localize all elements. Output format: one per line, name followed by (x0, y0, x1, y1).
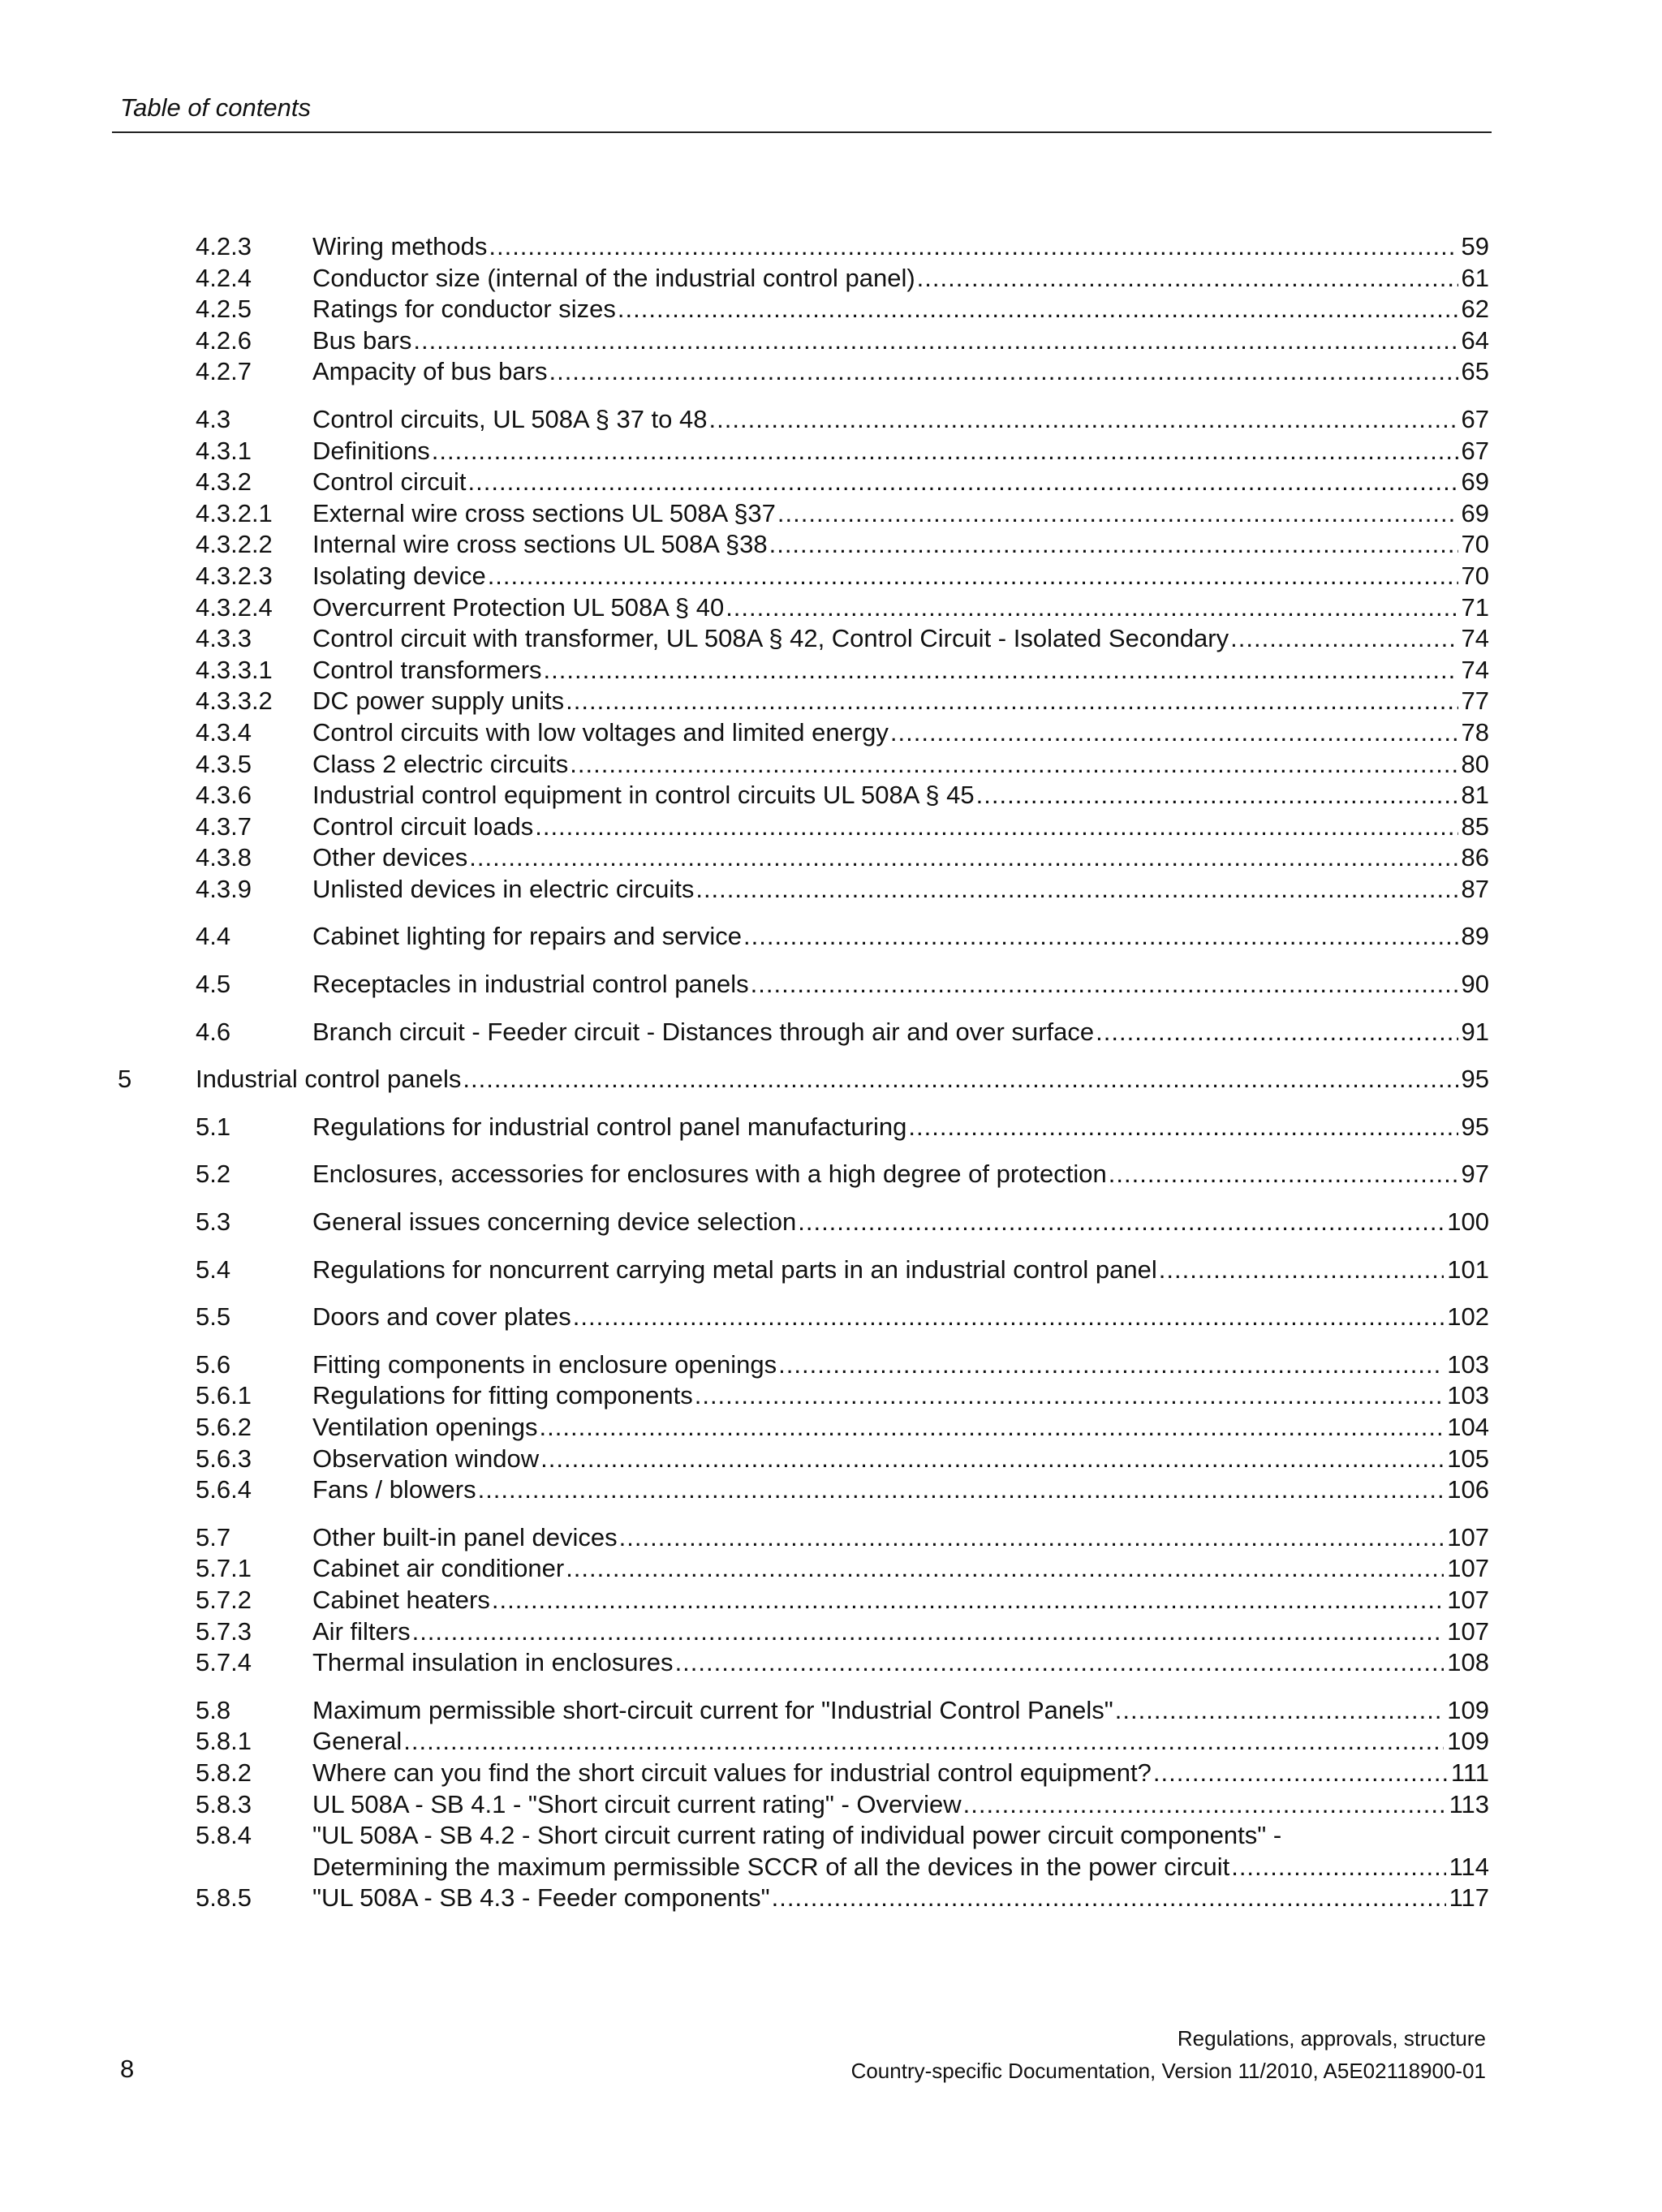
toc-entry[interactable] (118, 1758, 1489, 1789)
toc-entry-page: 67 (1461, 436, 1489, 465)
toc-entry-title: Receptacles in industrial control panels (312, 970, 749, 999)
table-of-contents (118, 231, 1489, 1914)
toc-entry[interactable] (118, 1412, 1489, 1444)
toc-entry-title: Control circuits with low voltages and limited energy (312, 717, 889, 747)
toc-entry-number: 5.7.4 (196, 1648, 252, 1677)
toc-entry-title: Control transformers (312, 655, 542, 684)
toc-entry[interactable] (118, 498, 1489, 530)
toc-entry-title: Control circuits, UL 508A § 37 to 48 (312, 404, 708, 433)
toc-entry-page: 59 (1461, 232, 1489, 260)
toc-entry[interactable] (118, 1616, 1489, 1648)
toc-entry-title: Ratings for conductor sizes (312, 295, 616, 324)
toc-entry-number: 5.7.2 (196, 1585, 252, 1614)
toc-entry-title: Thermal insulation in enclosures (312, 1648, 674, 1677)
toc-entry[interactable] (118, 1017, 1489, 1048)
toc-entry-page: 71 (1461, 592, 1489, 622)
toc-entry-title: Air filters (312, 1616, 411, 1646)
toc-entry-page: 81 (1461, 781, 1489, 810)
toc-entry-page: 114 (1449, 1852, 1489, 1881)
toc-entry-title: Regulations for fitting components (312, 1381, 693, 1410)
toc-entry-title: Cabinet lighting for repairs and service (312, 922, 742, 951)
toc-entry-title: Conductor size (internal of the industrial control panel) (312, 263, 915, 292)
toc-entry[interactable] (118, 1553, 1489, 1585)
toc-entry-title: Regulations for industrial control panel manufacturing (312, 1112, 907, 1141)
toc-entry-title: Industrial control equipment in control circuits UL 508A § 45 (312, 781, 975, 810)
toc-entry-page: 109 (1447, 1727, 1489, 1756)
toc-entry-number: 4.3.2.2 (196, 530, 273, 559)
toc-entry-page: 69 (1461, 498, 1489, 527)
toc-entry-title: Observation window (312, 1444, 540, 1473)
toc-entry-number: 4.2.5 (196, 295, 252, 324)
toc-entry-title: Cabinet air conditioner (312, 1554, 565, 1583)
toc-entry[interactable] (118, 1112, 1489, 1143)
toc-entry-page: 87 (1461, 874, 1489, 903)
toc-entry[interactable] (118, 874, 1489, 906)
toc-entry-title: Fitting components in enclosure openings (312, 1349, 777, 1379)
toc-entry[interactable] (118, 436, 1489, 467)
toc-entry-page: 103 (1447, 1381, 1489, 1410)
toc-entry-page: 104 (1447, 1413, 1489, 1441)
toc-entry-page: 65 (1461, 357, 1489, 386)
toc-entry-number: 5.7 (196, 1522, 231, 1551)
toc-entry[interactable] (118, 1159, 1489, 1190)
toc-entry-page: 67 (1461, 404, 1489, 433)
toc-entry-number: 4.3.2.4 (196, 592, 273, 622)
toc-entry[interactable] (118, 1207, 1489, 1238)
toc-entry-page: 77 (1461, 686, 1489, 716)
toc-entry-page: 105 (1447, 1444, 1489, 1473)
toc-entry-page: 90 (1461, 970, 1489, 999)
toc-entry-page: 95 (1461, 1112, 1489, 1141)
toc-entry-number: 4.3.3.2 (196, 686, 273, 716)
toc-entry[interactable] (118, 1349, 1489, 1381)
toc-entry-title: Branch circuit - Feeder circuit - Distances through air and over surface (312, 1017, 1095, 1046)
toc-entry-page: 74 (1461, 655, 1489, 684)
toc-entry-title: Ventilation openings (312, 1413, 538, 1441)
toc-entry-number: 4.6 (196, 1017, 231, 1046)
toc-entry-number: 5.6.3 (196, 1444, 252, 1473)
toc-entry-number: 4.3.8 (196, 843, 252, 872)
toc-entry-number: 4.3.4 (196, 717, 252, 747)
toc-entry-page: 80 (1461, 749, 1489, 778)
toc-entry-title: Industrial control panels (196, 1065, 462, 1094)
toc-entry-page: 117 (1449, 1883, 1489, 1913)
page-header-title: Table of contents (120, 93, 311, 122)
toc-entry[interactable] (118, 1726, 1489, 1758)
toc-entry[interactable] (118, 921, 1489, 953)
toc-entry-title: DC power supply units (312, 686, 565, 716)
toc-entry-number: 5.8 (196, 1695, 231, 1724)
toc-entry-title: UL 508A - SB 4.1 - "Short circuit current rating" - Overview (312, 1789, 962, 1818)
toc-entry-page: 89 (1461, 922, 1489, 951)
toc-entry-page: 70 (1461, 530, 1489, 559)
toc-entry-number: 5.8.4 (196, 1821, 252, 1850)
footer-document-title: Regulations, approvals, structure (1177, 2026, 1486, 2051)
toc-entry-number: 4.3.1 (196, 436, 252, 465)
toc-entry-number: 5.6.1 (196, 1381, 252, 1410)
toc-entry-number: 5.6 (196, 1349, 231, 1379)
toc-entry-number: 4.3.3.1 (196, 655, 273, 684)
toc-entry[interactable] (118, 717, 1489, 749)
toc-entry[interactable] (118, 969, 1489, 1001)
toc-entry[interactable] (118, 1444, 1489, 1475)
toc-entry-number: 5.7.3 (196, 1616, 252, 1646)
toc-entry-page: 97 (1461, 1160, 1489, 1189)
toc-entry-page: 109 (1447, 1695, 1489, 1724)
toc-entry-number: 5.8.1 (196, 1727, 252, 1756)
toc-entry[interactable] (118, 467, 1489, 498)
toc-entry-page: 95 (1461, 1065, 1489, 1094)
toc-entry[interactable] (118, 623, 1489, 655)
toc-entry-title: External wire cross sections UL 508A §37 (312, 498, 776, 527)
toc-entry-title: Fans / blowers (312, 1475, 476, 1504)
toc-entry-title: Bus bars (312, 325, 412, 355)
toc-entry-title: Control circuit loads (312, 811, 534, 841)
toc-entry-page: 100 (1447, 1207, 1489, 1237)
toc-entry[interactable] (118, 1789, 1489, 1821)
toc-entry[interactable] (118, 811, 1489, 843)
toc-entry-title: Wiring methods (312, 232, 488, 260)
toc-entry-number: 4.3.7 (196, 811, 252, 841)
toc-entry-number: 4.4 (196, 922, 231, 951)
toc-entry[interactable] (118, 842, 1489, 874)
toc-entry[interactable] (118, 1695, 1489, 1727)
toc-entry-page: 111 (1450, 1758, 1489, 1787)
toc-entry[interactable] (118, 294, 1489, 325)
toc-entry-page: 107 (1447, 1585, 1489, 1614)
toc-entry[interactable] (118, 655, 1489, 686)
toc-entry-page: 86 (1461, 843, 1489, 872)
toc-entry-number: 4.3.6 (196, 781, 252, 810)
toc-entry[interactable] (118, 356, 1489, 388)
toc-entry-page: 103 (1447, 1349, 1489, 1379)
toc-entry-title: General (312, 1727, 403, 1756)
toc-entry-number: 4.3 (196, 404, 231, 433)
toc-entry[interactable] (118, 1380, 1489, 1412)
toc-entry[interactable] (118, 263, 1489, 295)
toc-entry-title: Unlisted devices in electric circuits (312, 874, 695, 903)
toc-entry-number: 5.8.3 (196, 1789, 252, 1818)
toc-entry-page: 62 (1461, 295, 1489, 324)
toc-entry-title: Enclosures, accessories for enclosures with a high degree of protection (312, 1160, 1107, 1189)
toc-entry-title: Definitions (312, 436, 430, 465)
toc-entry-page: 113 (1449, 1789, 1489, 1818)
footer-document-info: Country-specific Documentation, Version 11/2010, A5E02118900-01 (850, 2059, 1486, 2083)
toc-entry[interactable] (118, 749, 1489, 781)
toc-entry-number: 4.2.3 (196, 232, 252, 260)
header-divider (112, 131, 1492, 133)
toc-entry[interactable] (118, 1474, 1489, 1506)
toc-entry-page: 108 (1447, 1648, 1489, 1677)
toc-entry-title: Maximum permissible short-circuit current for "Industrial Control Panels" (312, 1695, 1113, 1724)
toc-entry-page: 107 (1447, 1616, 1489, 1646)
toc-entry[interactable] (118, 1522, 1489, 1554)
toc-entry-number: 4.2.4 (196, 263, 252, 292)
page-number: 8 (120, 2055, 135, 2083)
toc-entry[interactable] (118, 561, 1489, 592)
toc-entry-page: 69 (1461, 467, 1489, 497)
toc-entry[interactable] (118, 686, 1489, 717)
toc-entry-page: 106 (1447, 1475, 1489, 1504)
toc-entry-page: 70 (1461, 561, 1489, 590)
toc-entry[interactable] (118, 1585, 1489, 1616)
toc-entry[interactable] (118, 1254, 1489, 1286)
toc-entry[interactable] (118, 592, 1489, 624)
toc-chapter-entry[interactable] (118, 1064, 1489, 1095)
toc-entry-title: Doors and cover plates (312, 1302, 571, 1332)
toc-entry-number: 4.5 (196, 970, 231, 999)
toc-entry-number: 4.3.9 (196, 874, 252, 903)
toc-entry-number: 4.2.7 (196, 357, 252, 386)
toc-entry-title: Overcurrent Protection UL 508A § 40 (312, 592, 725, 622)
toc-entry-page: 107 (1447, 1554, 1489, 1583)
toc-entry-page: 107 (1447, 1522, 1489, 1551)
toc-entry-number: 5.8.5 (196, 1883, 252, 1913)
toc-entry-page: 85 (1461, 811, 1489, 841)
toc-entry-title: Regulations for noncurrent carrying metal parts in an industrial control panel (312, 1254, 1157, 1284)
toc-entry-title: Control circuit (312, 467, 467, 497)
toc-entry-number: 5.4 (196, 1254, 231, 1284)
toc-entry[interactable] (118, 780, 1489, 811)
toc-entry-number: 4.3.2.1 (196, 498, 273, 527)
toc-entry[interactable] (118, 529, 1489, 561)
toc-entry-title: Control circuit with transformer, UL 508A § 42, Control Circuit - Isolated Secondary (312, 624, 1229, 653)
toc-entry-number: 4.3.2 (196, 467, 252, 497)
toc-entry-title: Class 2 electric circuits (312, 749, 569, 778)
toc-entry-page: 91 (1461, 1017, 1489, 1046)
toc-entry-title: Ampacity of bus bars (312, 357, 548, 386)
toc-entry-page: 78 (1461, 717, 1489, 747)
toc-entry-title: "UL 508A - SB 4.2 - Short circuit current rating of individual power circuit components" - (312, 1821, 1282, 1850)
toc-entry-title: Other built-in panel devices (312, 1522, 618, 1551)
toc-entry-number: 4.2.6 (196, 325, 252, 355)
toc-entry-number: 5.7.1 (196, 1554, 252, 1583)
toc-entry-title: "UL 508A - SB 4.3 - Feeder components" (312, 1883, 770, 1913)
toc-entry[interactable] (118, 231, 1489, 263)
toc-entry-title: Internal wire cross sections UL 508A §38 (312, 530, 768, 559)
toc-entry-page: 64 (1461, 325, 1489, 355)
toc-entry-number: 5.2 (196, 1160, 231, 1189)
toc-entry-number: 4.3.2.3 (196, 561, 273, 590)
toc-entry[interactable] (118, 1883, 1489, 1914)
toc-entry[interactable] (118, 404, 1489, 436)
toc-entry[interactable] (118, 1302, 1489, 1333)
toc-entry-number: 5.3 (196, 1207, 231, 1237)
toc-entry-number: 5.5 (196, 1302, 231, 1332)
toc-entry-number: 5.1 (196, 1112, 231, 1141)
toc-entry[interactable] (118, 1647, 1489, 1679)
toc-entry-number: 5.6.2 (196, 1413, 252, 1441)
toc-entry-number: 5 (118, 1065, 132, 1094)
toc-entry-title: Isolating device (312, 561, 486, 590)
toc-entry-page: 101 (1447, 1254, 1489, 1284)
toc-entry-page: 61 (1461, 263, 1489, 292)
toc-entry-title: General issues concerning device selection (312, 1207, 797, 1237)
toc-entry-page: 102 (1447, 1302, 1489, 1332)
toc-entry-number: 4.3.3 (196, 624, 252, 653)
toc-entry-number: 4.3.5 (196, 749, 252, 778)
toc-entry[interactable] (118, 325, 1489, 357)
toc-entry-number: 5.8.2 (196, 1758, 252, 1787)
toc-entry-title-continued: Determining the maximum permissible SCCR of all the devices in the power circuit (312, 1852, 1230, 1881)
toc-entry-title: Cabinet heaters (312, 1585, 490, 1614)
toc-entry-title: Other devices (312, 843, 468, 872)
toc-entry-page: 74 (1461, 624, 1489, 653)
toc-entry[interactable] (118, 1820, 1489, 1883)
toc-entry-number: 5.6.4 (196, 1475, 252, 1504)
toc-entry-title: Where can you find the short circuit values for industrial control equipment? (312, 1758, 1152, 1787)
